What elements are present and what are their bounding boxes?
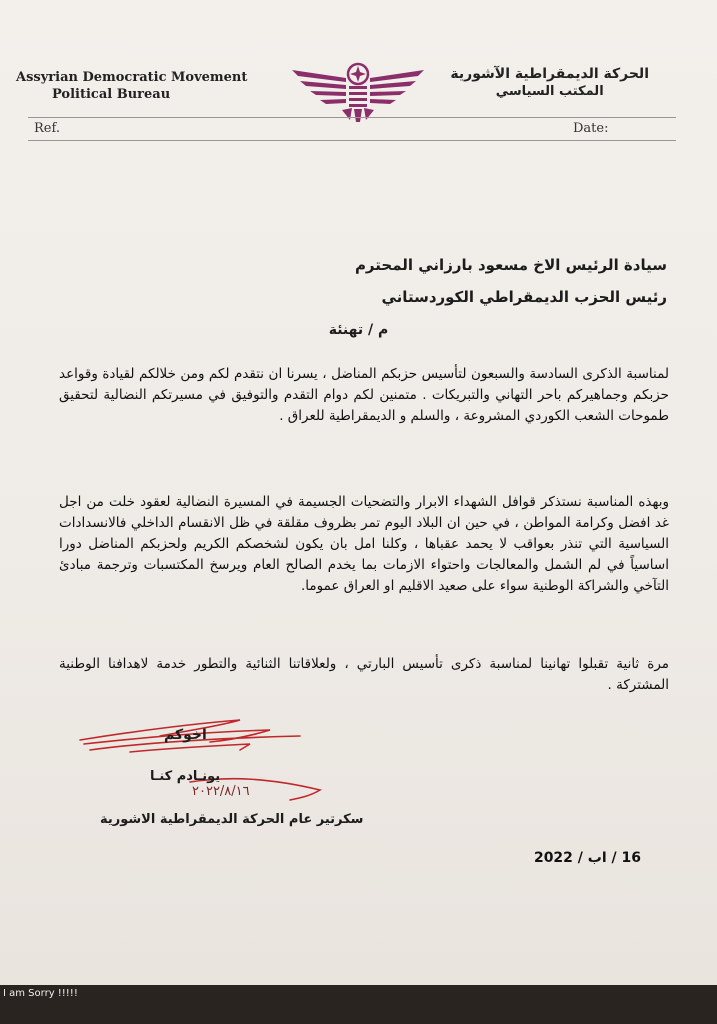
org-name-ar-line1: الحركة الديمقراطية الآشورية (450, 66, 649, 82)
letter-subject: م / تهنئة (328, 322, 389, 338)
letter-paragraph-3: مرة ثانية تقبلوا تهانينا لمناسبة ذكرى تأسيس البارتي ، ولعلاقاتنا الثنائية والتطور خدمة لاهدافنا الوطنية المشتركة . (59, 656, 669, 693)
letter-date: 16 / اب / 2022 (533, 850, 641, 866)
date-label: Date: (573, 121, 609, 136)
org-name-en-line2: Political Bureau (52, 87, 171, 102)
ref-label: Ref. (34, 121, 60, 136)
ref-date-divider (28, 140, 676, 141)
letter-paragraph-2: وبهذه المناسبة نستذكر قوافل الشهداء الابرار والتضحيات الجسيمة في المسيرة النضالية لعقود خلت من اجل غد افضل وكرامة المواطن ، في حين ان البلاد اليوم تمر بظروف مقلقة في ظل الانقسام الداخلي فالانسدادات السياسية التي تنذر بعواقب لا يحمد عقباها ، وكلنا امل بان يكون لشخصكم الكريم ولحزبكم المناضل دورا اساسياً في لم الشمل والمعالجات واحتواء الازمات بما يخدم الصالح العام ويرسخ المكتسبات وترجمة مبادئ التآخي والشراكة الوطنية سواء على صعيد الاقليم او العراق عموما. (59, 494, 669, 594)
org-name-arabic (450, 66, 649, 99)
handwritten-date: ٢٠٢٢/٨/١٦ (192, 784, 250, 799)
addressee-line1: سيادة الرئيس الاخ مسعود بارزاني المحترم (354, 256, 667, 274)
winged-emblem-icon (290, 62, 426, 128)
org-name-english (16, 70, 247, 102)
signatory-name: يونـادم كنـا (150, 769, 221, 784)
signatory-title: سكرتير عام الحركة الديمقراطية الاشورية (100, 812, 364, 827)
org-name-en-line1: Assyrian Democratic Movement (16, 70, 248, 85)
footer-caption: I am Sorry !!!!! (3, 988, 78, 999)
letter-paragraph-1: لمناسبة الذكرى السادسة والسبعون لتأسيس حزبكم المناضل ، يسرنا ان نتقدم لكم ومن خلالكم لقيادة وقواعد حزبكم وجماهيركم باحر التهاني والتبريكات . متمنين لكم دوام التقدم والتوفيق في مسيرتكم النضالية لتحقيق طموحات الشعب الكوردي المشروعة ، والسلم و الديمقراطية للعراق . (59, 366, 669, 424)
header-divider (28, 117, 676, 118)
signature-closing: اخوكم (164, 727, 207, 743)
org-name-ar-line2: المكتب السياسي (495, 84, 604, 99)
addressee-line2: رئيس الحزب الديمقراطي الكوردستاني (381, 288, 667, 306)
